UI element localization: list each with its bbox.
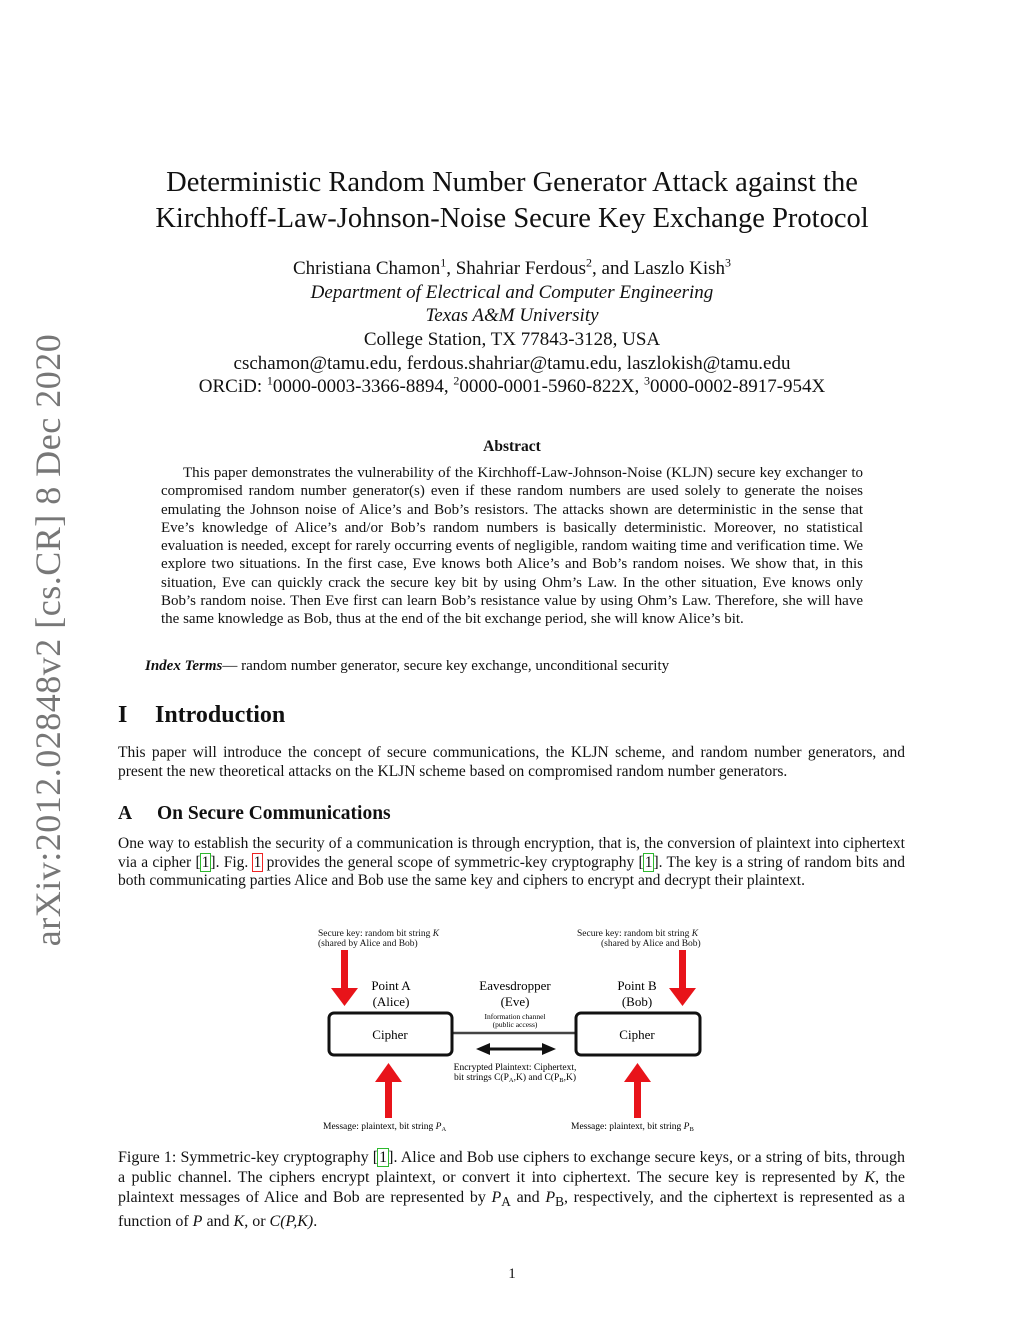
alice-label: (Alice) — [372, 994, 410, 1009]
bidirectional-arrow — [476, 1043, 556, 1055]
orcid-label: ORCiD: — [198, 376, 267, 397]
bit-strings-label: bit strings $C(P_A,K)$ and $C(P_B,K)$ — [453, 1073, 577, 1084]
subsection-number: A — [118, 803, 133, 824]
point-b-label: Point B — [617, 978, 657, 993]
para-text-1: One way to establish the security of a communication is through encryption, that is, the conversion of plaintext into ciphertext via a cipher — [118, 835, 905, 871]
eve-label: (Eve) — [500, 994, 530, 1009]
abstract-text: This paper demonstrates the vulnerability of the Kirchhoff-Law-Johnson-Noise (KLJN) secure key exchanger to compromised random number generator(s) even if these random numbers are used solely to generate the noises emulating the Johnson noise of Alice’s and Bob’s resistors. The attacks shown are deterministic in the sense that Eve’s knowledge of Alice’s and/or Bob’s random numbers is basically deterministic. Moreover, no statistical evaluation is needed, except for rarely occurring events of negligible, random waiting time and verification time. We explore two situations. In the first case, Eve knows both Alice’s and Bob’s random noises. We show that, in this situation, Eve can quickly crack the secure key bit by using Ohm’s Law. In the other situation, Eve knows only Bob’s random noise. Then Eve first can learn Bob’s resistance value by using Ohm’s Law. Therefore, she will have the same knowledge as Bob, thus at the end of the bit exchange period, she will know Alice’s bit. — [161, 465, 863, 628]
department: Department of Electrical and Computer Engineering — [310, 282, 714, 303]
author-1: Christiana Chamon — [292, 258, 441, 279]
index-terms-text: — random number generator, secure key exchange, unconditional security — [222, 658, 670, 674]
intro-paragraph: This paper will introduce the concept of secure communications, the KLJN scheme, and random number generators, and present the new theoretical attacks on the KLJN scheme based on compromised random number generators. — [118, 744, 905, 780]
caption-sub-b: B — [555, 1194, 564, 1210]
orcid-sup-2: 2 — [453, 373, 460, 388]
title-line-1: Deterministic Random Number Generator Attack against the — [166, 167, 858, 198]
paper-title — [120, 165, 904, 237]
left-message-label: Message: plaintext, bit string $P_A$ — [323, 1122, 447, 1133]
abstract-heading: Abstract — [483, 438, 541, 455]
caption-p: P — [491, 1189, 502, 1206]
section-number: I — [118, 702, 128, 728]
title-line-2: Kirchhoff-Law-Johnson-Noise Secure Key Exchange Protocol — [155, 203, 869, 234]
right-message-label: Message: plaintext, bit string $P_B$ — [571, 1122, 694, 1133]
channel-access-label: (public access) — [492, 1020, 538, 1029]
section-title: Introduction — [155, 702, 286, 728]
para-text-4: . The key is a string of random bits and both communicating parties Alice and Bob use the same key and ciphers to encrypt and decrypt their plaintext. — [118, 853, 905, 890]
left-message-arrow — [375, 1063, 402, 1118]
arxiv-stamp: arXiv:2012.02848v2 [cs.CR] 8 Dec 2020 — [28, 333, 68, 947]
right-key-arrow — [669, 950, 696, 1006]
subsection-title: On Secure Communications — [157, 803, 391, 824]
caption-text-2: . Alice and Bob use ciphers to exchange secure keys, or a string of bits, through a public channel. The ciphers encrypt plaintext, or convert it into ciphertext. The secure key is represented by — [118, 1149, 905, 1186]
orcid-sup-1: 1 — [266, 373, 273, 388]
author-2-sup: 2 — [586, 255, 593, 270]
page-number: 1 — [508, 1266, 516, 1282]
channel-label: Information channel — [484, 1012, 546, 1021]
caption-p: P — [192, 1213, 203, 1231]
figure-caption: Figure 1: Symmetric-key cryptography [1]. Alice and Bob use ciphers to exchange secure keys, or a string of bits, through a public channel. The ciphers encrypt plaintext, or convert it into ciphertext. The secure key is represented by K, the plaintext messages of Alice and Bob are represented by $P_A$ and $P_B$, respectively, and the ciphertext is represented as a function of P and K, or C(P,K). — [118, 1149, 906, 1231]
address: College Station, TX 77843-3128, USA — [363, 329, 661, 350]
para-text-3: provides the general scope of symmetric-key cryptography — [262, 853, 639, 871]
caption-p: P — [545, 1189, 556, 1206]
caption-function: C(P,K) — [269, 1213, 314, 1231]
point-a-label: Point A — [371, 978, 411, 993]
right-key-shared: (shared by Alice and Bob) — [601, 939, 701, 949]
citation-link[interactable]: 1 — [644, 853, 653, 871]
bob-label: (Bob) — [621, 994, 653, 1009]
caption-text-8: . — [313, 1213, 318, 1231]
index-terms — [145, 658, 669, 675]
author-list — [120, 257, 904, 281]
university: Texas A&M University — [425, 305, 599, 326]
right-message-arrow — [624, 1063, 651, 1118]
para-text-2: . Fig. — [215, 853, 253, 871]
orcid-3: 0000-0002-8917-954X — [650, 376, 826, 397]
orcid-2: 0000-0001-5960-822X, — [459, 376, 645, 397]
left-key-label: Secure key: random bit string K — [318, 929, 440, 939]
author-2: , Shahriar Ferdous — [446, 258, 587, 279]
section-heading-introduction — [118, 702, 285, 729]
orcid — [120, 375, 904, 399]
caption-text-4: and — [510, 1189, 546, 1206]
left-key-shared: (shared by Alice and Bob) — [318, 939, 418, 949]
left-key-arrow — [331, 950, 358, 1006]
secure-comms-paragraph: One way to establish the security of a communication is through encryption, that is, the conversion of plaintext into ciphertext via a cipher [1]. Fig. 1 provides the general scope of symmetric-key cryptography [1]. The key is a string of random bits and both communicating parties Alice and Bob use the same key and ciphers to encrypt and decrypt their plaintext. — [118, 835, 905, 890]
right-key-label: Secure key: random bit string K — [577, 929, 699, 939]
index-terms-label: Index Terms — [145, 658, 223, 674]
citation-link[interactable]: 1 — [201, 853, 210, 871]
subsection-heading-secure-comms — [118, 803, 391, 825]
emails: cschamon@tamu.edu, ferdous.shahriar@tamu.edu, laszlokish@tamu.edu — [233, 353, 791, 374]
caption-text-6: and — [202, 1213, 234, 1231]
figure-ref-link[interactable]: 1 — [253, 853, 262, 871]
orcid-sup-3: 3 — [644, 373, 651, 388]
caption-citation-link[interactable]: 1 — [379, 1149, 388, 1166]
symmetric-key-figure — [300, 920, 730, 1140]
eavesdropper-label: Eavesdropper — [479, 978, 551, 993]
alice-cipher-label: Cipher — [372, 1027, 408, 1042]
caption-sub-a: A — [501, 1194, 511, 1210]
caption-text-1: Figure 1: Symmetric-key cryptography — [118, 1149, 373, 1166]
caption-k: K — [233, 1213, 245, 1231]
caption-text-5: , respectively, and the ciphertext is represented as a function of — [118, 1189, 905, 1231]
orcid-1: 0000-0003-3366-8894, — [272, 376, 454, 397]
caption-k: K — [864, 1169, 876, 1186]
author-3-sup: 3 — [725, 255, 732, 270]
author-3: , and Laszlo Kish — [592, 258, 726, 279]
caption-text-3: , the plaintext messages of Alice and Bob are represented by — [118, 1169, 906, 1206]
encrypted-label: Encrypted Plaintext: Ciphertext, — [453, 1063, 577, 1073]
caption-text-7: , or — [244, 1213, 270, 1231]
bob-cipher-label: Cipher — [619, 1027, 655, 1042]
author-1-sup: 1 — [440, 255, 447, 270]
